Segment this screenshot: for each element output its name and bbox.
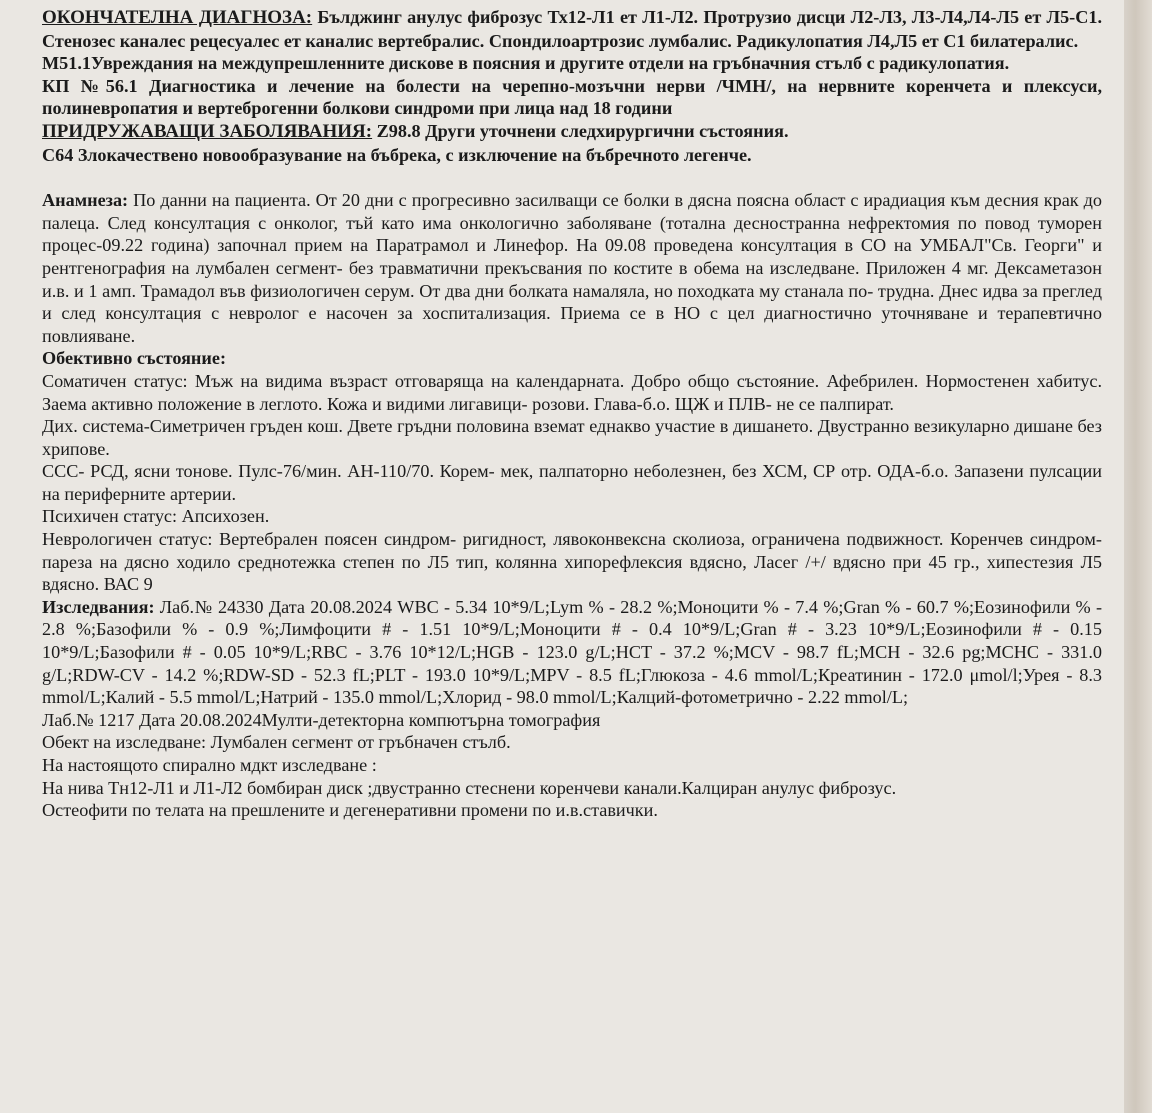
comorbidities-label: ПРИДРУЖАВАЩИ ЗАБОЛЯВАНИЯ: <box>42 120 373 142</box>
page-edge <box>1124 0 1152 1113</box>
ct-intro: На настоящото спирално мдкт изследване : <box>42 755 377 775</box>
final-diagnosis-label: ОКОНЧАТЕЛНА ДИАГНОЗА: <box>42 7 313 28</box>
medical-record <box>42 6 1102 822</box>
ct-object: Обект на изследване: Лумбален сегмент от гръбначен стълб. <box>42 732 511 753</box>
psychic-status: Психичен статус: Апсихозен. <box>42 506 270 527</box>
diagnosis-code-m51: М51.1Увреждания на междупрешленните дискове в поясния и другите отдели на гръбначния стълб с радикулопатия. <box>42 53 1010 74</box>
anamnesis-label: Анамнеза: <box>42 190 129 211</box>
comorbidities <box>42 120 1102 144</box>
neurological-status: Неврологичен статус: Вертебрален поясен синдром- ригидност, лявоконвексна сколиоза, ограничена подвижност. Коренчев синдром- пареза на дясно ходило среднотежка степен по Л5 тип, колянна хипорефлексия вдясно, Ласег /+/ вдясно при 45 гр., хипестезия Л5 вдясно. ВАС 9 <box>42 529 1102 595</box>
anamnesis <box>42 189 1102 347</box>
ct-title: Лаб.№ 1217 Дата 20.08.2024Мулти-детекторна компютърна томография <box>42 709 601 730</box>
ct-finding-2: Остеофити по телата на прешлените и дегенеративни промени по и.в.ставички. <box>42 800 658 821</box>
investigations-label: Изследвания: <box>42 596 155 617</box>
investigations <box>42 596 1102 709</box>
final-diagnosis <box>42 6 1102 52</box>
comorbidity-c64: С64 Злокачествено новообразувание на бъбрека, с изключение на бъбречното легенче. <box>42 144 752 165</box>
anamnesis-text: По данни на пациента. От 20 дни с прогресивно засилващи се болки в дясна поясна област с ирадиация към десния крак до палеца. След консултация с онколог, тъй като има онкологично заболяване (тотална десностранна нефректомия по повод туморен процес-09.22 година) започнал прием на Паратрамол и Линефор. На 09.08 проведена консултация в СО на УМБАЛ"Св. Георги" и рентгенография на лумбален сегмент- без травматични прекъсвания по костите в обема на изследване. Приложен 4 мг. Дексаметазон и.в. и 1 амп. Трамадол във физиологичен серум. От два дни болката намаляла, но походката му станала по- трудна. Днес идва за преглед и след консултация с невролог е насочен за хоспитализация. Приема се в НО с цел диагностично уточняване и терапевтично повлияване. <box>42 190 1103 346</box>
lab-results: Лаб.№ 24330 Дата 20.08.2024 WBC - 5.34 10*9/L;Lym % - 28.2 %;Моноцити % - 7.4 %;Gran % - 60.7 %;Еозинофили % - 2.8 %;Базофили % - 0.9 %;Лимфоцити # - 1.51 10*9/L;Моноцити # - 0.4 10*9/L;Gran # - 3.23 10*9/L;Еозинофили # - 0.15 10*9/L;Базофили # - 0.05 10*9/L;RBC - 3.76 10*12/L;HGB - 123.0 g/L;HCT - 37.2 %;MCV - 98.7 fL;MCH - 32.6 pg;MCHC - 331.0 g/L;RDW-CV - 14.2 %;RDW-SD - 52.3 fL;PLT - 193.0 10*9/L;MPV - 8.5 fL;Глюкоза - 4.6 mmol/L;Креатинин - 172.0 μmol/l;Урея - 8.3 mmol/L;Калий - 5.5 mmol/L;Натрий - 135.0 mmol/L;Хлорид - 98.0 mmol/L;Калций-фотометрично - 2.22 mmol/L; <box>42 596 1102 708</box>
comorbidities-text: Z98.8 Други уточнени следхирургични състояния. <box>376 120 789 141</box>
ct-finding-1: На нива Тн12-Л1 и Л1-Л2 бомбиран диск ;двустранно стеснени коренчеви канали.Калциран анулус фиброзус. <box>42 777 897 798</box>
final-diagnosis-text: Бълджинг анулус фиброзус Тх12-Л1 ет Л1-Л2. Протрузио дисци Л2-Л3, Л3-Л4,Л4-Л5 ет Л5-С1. Стенозес каналес рецесуалес ет каналис вертебралис. Спондилоартрозис лумбалис. Радикулопатия Л4,Л5 ет С1 билатералис. <box>42 7 1103 51</box>
objective-status-label: Обективно състояние: <box>42 348 227 369</box>
clinical-pathway: КП №56.1 Диагностика и лечение на болести на черепно-мозъчни нерви /ЧМН/, на нервните коренчета и плексуси, полиневропатия и вертеброгенни болкови синдроми при лица над 18 години <box>42 75 1102 119</box>
somatic-status: Соматичен статус: Мъж на видима възраст отговаряща на календарната. Добро общо състояние. Афебрилен. Нормостенен хабитус. Заема активно положение в леглото. Кожа и видими лигавици- розови. Глава-б.о. ЩЖ и ПЛВ- не се палпират. <box>42 370 1102 414</box>
respiratory-system: Дих. система-Симетричен гръден кош. Двете гръдни половина вземат еднакво участие в дишането. Двустранно везикуларно дишане без хрипове. <box>42 416 1102 459</box>
cardiovascular-system: ССС- РСД, ясни тонове. Пулс-76/мин. АН-110/70. Корем- мек, палпаторно неболезнен, без ХСМ, СР отр. ОДА-б.о. Запазени пулсации на периферните артерии. <box>42 461 1102 504</box>
